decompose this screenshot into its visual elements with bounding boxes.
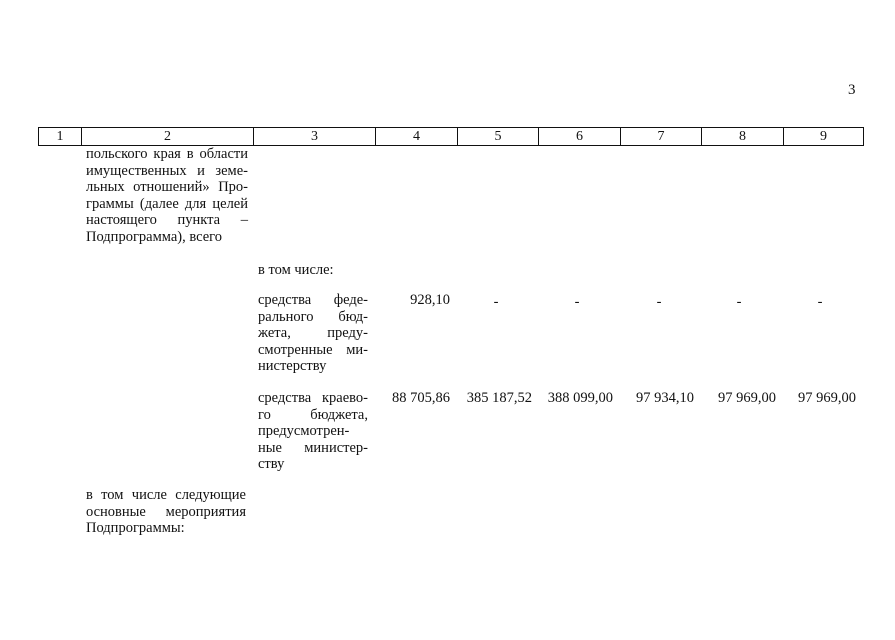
text-line: имущественных и земе- bbox=[86, 162, 248, 179]
regional-budget-label bbox=[258, 390, 368, 473]
federal-value-col4: 928,10 bbox=[410, 292, 450, 308]
column-header-5: 5 bbox=[458, 128, 539, 146]
measures-label bbox=[86, 487, 246, 537]
text-line: Подпрограмма), всего bbox=[86, 228, 222, 245]
text-line: го бюджета, bbox=[258, 406, 368, 423]
regional-value-col9: 97 969,00 bbox=[798, 390, 856, 406]
text-line: настоящего пункта – bbox=[86, 212, 248, 228]
column-header-6: 6 bbox=[539, 128, 621, 146]
regional-value-col8: 97 969,00 bbox=[718, 390, 776, 406]
text-line: польского края в области bbox=[86, 146, 248, 162]
regional-value-col5: 385 187,52 bbox=[466, 390, 532, 406]
federal-value-col7: - bbox=[656, 294, 662, 310]
text-line: граммы (далее для целей bbox=[86, 195, 248, 212]
text-line: рального бюд- bbox=[258, 308, 368, 325]
page-number: 3 bbox=[848, 82, 856, 98]
text-line: ные министер- bbox=[258, 439, 368, 456]
column-header-2: 2 bbox=[82, 128, 254, 146]
text-line: основные мероприятия bbox=[86, 503, 246, 520]
column-number-header bbox=[38, 127, 864, 146]
text-line: нистерству bbox=[258, 358, 327, 374]
text-line: льных отношений» Про- bbox=[86, 179, 248, 195]
text-line: смотренные ми- bbox=[258, 341, 368, 358]
text-line: средства краево- bbox=[258, 390, 368, 406]
column-header-7: 7 bbox=[621, 128, 702, 146]
federal-value-col8: - bbox=[736, 294, 742, 310]
text-line: жета, преду- bbox=[258, 325, 368, 341]
regional-value-col6: 388 099,00 bbox=[547, 390, 613, 406]
column-header-3: 3 bbox=[254, 128, 376, 146]
text-line: ству bbox=[258, 456, 285, 472]
federal-value-col9: - bbox=[817, 294, 823, 310]
text-line: средства феде- bbox=[258, 292, 368, 308]
text-line: в том числе следующие bbox=[86, 487, 246, 503]
regional-value-col4: 88 705,86 bbox=[392, 390, 450, 406]
text-line: предусмотрен- bbox=[258, 423, 350, 439]
federal-value-col5: - bbox=[493, 294, 499, 310]
regional-value-col7: 97 934,10 bbox=[636, 390, 694, 406]
column-header-1: 1 bbox=[39, 128, 82, 146]
federal-budget-label bbox=[258, 292, 368, 375]
column-header-4: 4 bbox=[376, 128, 458, 146]
text-line: Подпрограммы: bbox=[86, 520, 185, 536]
subprogram-title bbox=[86, 146, 248, 245]
column-header-8: 8 bbox=[702, 128, 784, 146]
federal-value-col6: - bbox=[574, 294, 580, 310]
including-label: в том числе: bbox=[258, 262, 334, 278]
column-header-9: 9 bbox=[784, 128, 864, 146]
